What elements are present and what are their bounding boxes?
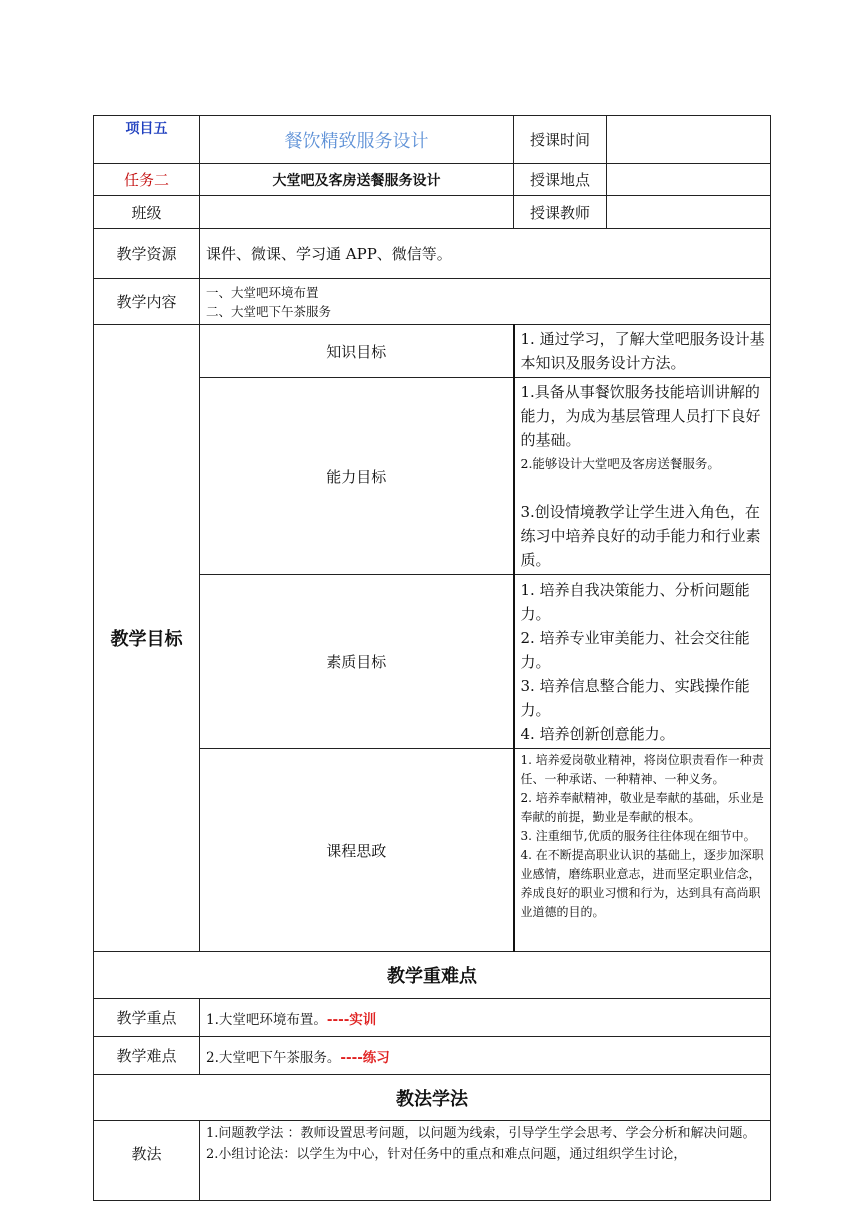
key-points-title: 教学重难点 xyxy=(94,952,771,999)
task-label: 任务二 xyxy=(94,164,200,196)
teach-method-item: 1.问题教学法 ：教师设置思考问题，以问题为线索，引导学生学会思考、学会分析和解决问题。 xyxy=(206,1126,756,1141)
resources-row xyxy=(94,229,771,279)
focus-text: 1.大堂吧环境布置。 xyxy=(206,1011,327,1028)
focus-tag: ----实训 xyxy=(326,1011,377,1028)
quality-list xyxy=(514,575,771,749)
time-label: 授课时间 xyxy=(514,116,607,164)
content-row xyxy=(94,279,771,325)
ability-item: 3.创设情境教学让学生进入角色，在练习中培养良好的动手能力和行业素质。 xyxy=(520,503,761,569)
place-value xyxy=(607,164,771,196)
ability-label: 能力目标 xyxy=(200,378,514,575)
ideology-list xyxy=(514,749,771,952)
time-value xyxy=(607,116,771,164)
header-row-1 xyxy=(94,116,771,164)
course-title: 餐饮精致服务设计 xyxy=(200,116,514,164)
knowledge-text: 1. 通过学习，了解大堂吧服务设计基本知识及服务设计方法。 xyxy=(514,325,771,378)
knowledge-label: 知识目标 xyxy=(200,325,514,378)
ideology-item: 4. 在不断提高职业认识的基础上，逐步加深职业感情，磨练职业意志，进而坚定职业信念，养成良好的职业习惯和行为，达到具有高尚职业道德的目的。 xyxy=(520,848,764,919)
difficulty-row xyxy=(94,1037,771,1075)
content-list xyxy=(200,279,771,325)
content-item: 一、大堂吧环境布置 xyxy=(206,284,319,300)
header-row-3 xyxy=(94,196,771,229)
teach-method-row xyxy=(94,1121,771,1201)
resources-value: 课件、微课、学习通 APP、微信等。 xyxy=(200,229,771,279)
difficulty-label: 教学难点 xyxy=(94,1037,200,1075)
ability-item: 2.能够设计大堂吧及客房送餐服务。 xyxy=(520,456,720,471)
teacher-label: 授课教师 xyxy=(514,196,607,229)
teach-method-list xyxy=(200,1121,771,1201)
difficulty-cell xyxy=(200,1037,771,1075)
focus-cell xyxy=(200,999,771,1037)
content-label: 教学内容 xyxy=(94,279,200,325)
difficulty-tag: ----练习 xyxy=(340,1049,390,1066)
header-row-2 xyxy=(94,164,771,196)
quality-item: 2. 培养专业审美能力、社会交往能力。 xyxy=(520,629,750,671)
methods-section-row xyxy=(94,1075,771,1121)
place-label: 授课地点 xyxy=(514,164,607,196)
ability-item: 1.具备从事餐饮服务技能培训讲解的能力，为成为基层管理人员打下良好的基础。 xyxy=(520,383,761,449)
resources-label: 教学资源 xyxy=(94,229,200,279)
ideology-item: 1. 培养爱岗敬业精神，将岗位职责看作一种责任、一种承诺、一种精神、一种义务。 xyxy=(520,753,764,786)
difficulty-text: 2.大堂吧下午茶服务。 xyxy=(206,1049,341,1066)
teach-method-item: 2.小组讨论法：以学生为中心，针对任务中的重点和难点问题，通过组织学生讨论， xyxy=(206,1147,687,1162)
class-label: 班级 xyxy=(94,196,200,229)
project-label: 项目五 xyxy=(94,116,200,164)
quality-item: 1. 培养自我决策能力、分析问题能力。 xyxy=(520,581,750,623)
quality-item: 4. 培养创新创意能力。 xyxy=(520,725,675,743)
quality-label: 素质目标 xyxy=(200,575,514,749)
content-item: 二、大堂吧下午茶服务 xyxy=(206,303,332,319)
knowledge-row xyxy=(94,325,771,378)
methods-title: 教法学法 xyxy=(94,1075,771,1121)
ideology-item: 3. 注重细节,优质的服务往往体现在细节中。 xyxy=(520,829,756,843)
ability-list xyxy=(514,378,771,575)
ideology-label: 课程思政 xyxy=(200,749,514,952)
quality-item: 3. 培养信息整合能力、实践操作能力。 xyxy=(520,677,750,719)
class-value xyxy=(200,196,514,229)
key-points-section-row xyxy=(94,952,771,999)
spacer xyxy=(521,476,767,500)
task-title: 大堂吧及客房送餐服务设计 xyxy=(200,164,514,196)
focus-label: 教学重点 xyxy=(94,999,200,1037)
ideology-item: 2. 培养奉献精神，敬业是奉献的基础，乐业是奉献的前提，勤业是奉献的根本。 xyxy=(520,791,764,824)
objectives-label: 教学目标 xyxy=(94,325,200,952)
lesson-plan-table xyxy=(93,115,771,1201)
lesson-plan-page xyxy=(93,115,770,1163)
focus-row xyxy=(94,999,771,1037)
teach-label: 教法 xyxy=(94,1121,200,1201)
teacher-value xyxy=(607,196,771,229)
